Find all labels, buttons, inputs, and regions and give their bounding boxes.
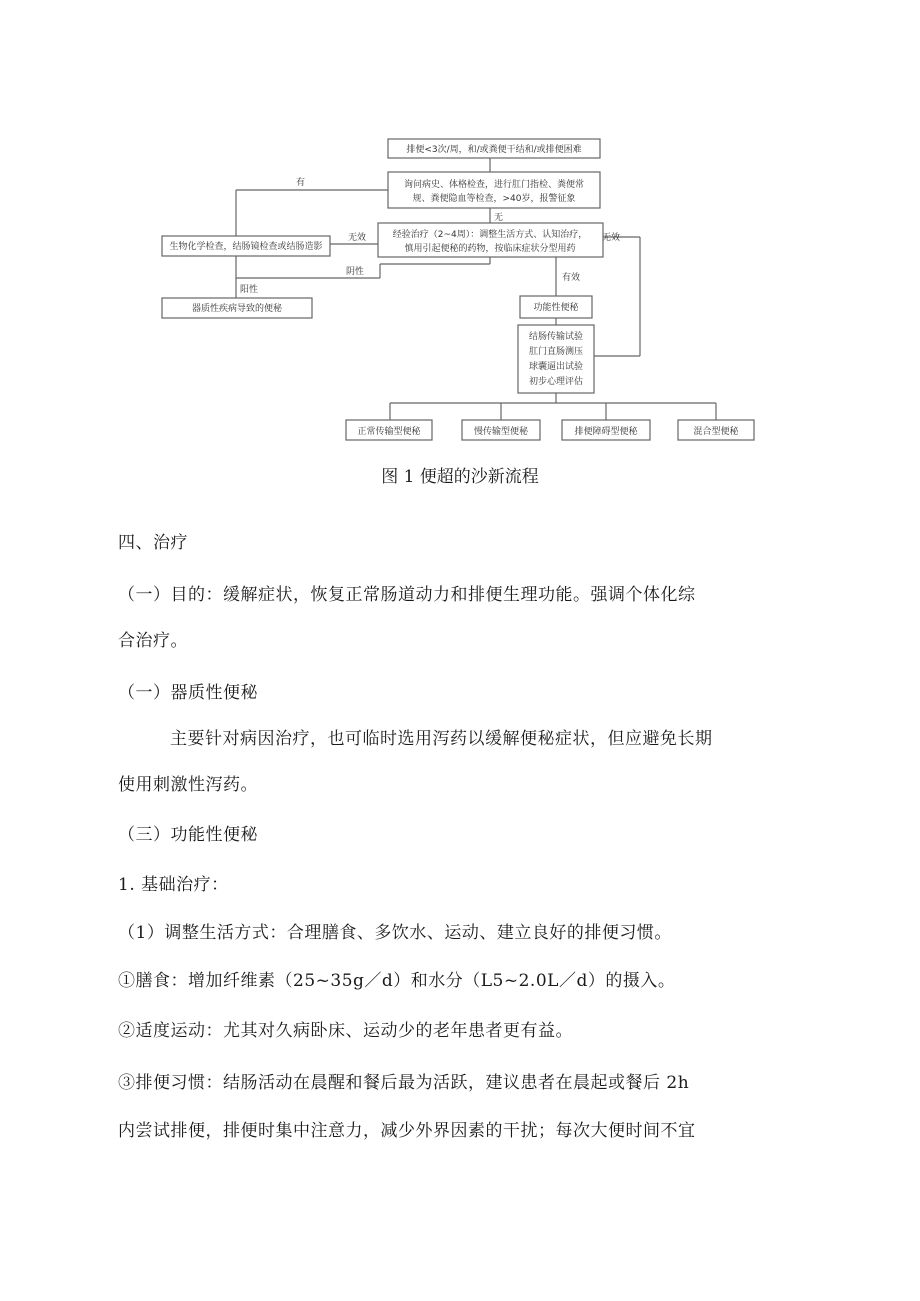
node-functional: 功能性便秘 — [533, 303, 579, 313]
node-start: 排便<3次/周，和/或粪便干结和/或排便困难 — [406, 145, 582, 155]
node-history-line2: 规、粪便隐血等检查，>40岁，报警征象 — [412, 194, 576, 204]
paragraph-organic-line1: 主要针对病因治疗，也可临时选用泻药以缓解便秘症状，但应避免长期 — [170, 729, 713, 749]
label-positive: 阳性 — [240, 285, 259, 295]
label-effective: 有效 — [562, 273, 581, 283]
node-biochem: 生物化学检查，结肠镜检查或结肠造影 — [169, 242, 323, 252]
paragraph-lifestyle: （1）调整生活方式：合理膳食、多饮水、运动、建立良好的排便习惯。 — [118, 923, 672, 943]
node-empirical-line2: 慎用引起便秘的药物，按临床症状分型用药 — [404, 244, 576, 254]
node-type2: 慢传输型便秘 — [473, 427, 529, 437]
label-negative: 阴性 — [346, 267, 365, 277]
paragraph-diet: ①膳食：增加纤维素（25~35g／d）和水分（L5~2.0L／d）的摄入。 — [118, 971, 676, 991]
node-type4: 混合型便秘 — [693, 427, 739, 437]
paragraph-habit-line2: 内尝试排便，排便时集中注意力，减少外界因素的干扰；每次大便时间不宜 — [118, 1121, 696, 1141]
label-yes: 有 — [296, 178, 306, 188]
node-test4: 初步心理评估 — [528, 377, 584, 387]
label-ineffective-left: 无效 — [348, 233, 367, 243]
node-history-line1: 询问病史、体格检查，进行肛门指检、粪便常 — [403, 180, 585, 190]
node-test2: 肛门直肠测压 — [528, 347, 584, 357]
constipation-diagnosis-flowchart — [0, 0, 920, 460]
node-empirical-line1: 经验治疗（2~4周）：调整生活方式、认知治疗， — [392, 230, 588, 240]
paragraph-goal-line2: 合治疗。 — [118, 631, 188, 651]
subheading-organic: （一）器质性便秘 — [118, 683, 258, 703]
subheading-basic-treatment: 1. 基础治疗： — [118, 875, 229, 895]
label-ineffective-right: 无效 — [602, 233, 621, 243]
node-type1: 正常传输型便秘 — [357, 427, 421, 437]
paragraph-organic-line2: 使用刺激性泻药。 — [118, 775, 258, 795]
paragraph-goal-line1: （一）目的：缓解症状，恢复正常肠道动力和排便生理功能。强调个体化综 — [118, 585, 696, 605]
paragraph-habit-line1: ③排便习惯：结肠活动在晨醒和餐后最为活跃，建议患者在晨起或餐后 2h — [118, 1073, 690, 1093]
node-test3: 球囊逼出试验 — [528, 362, 584, 372]
node-type3: 排便障碍型便秘 — [574, 427, 638, 437]
figure-caption: 图 1 便超的沙新流程 — [381, 467, 539, 487]
subheading-functional: （三）功能性便秘 — [118, 825, 258, 845]
section-heading-treatment: 四、治疗 — [118, 533, 188, 553]
node-organic: 器质性疾病导致的便秘 — [191, 304, 283, 314]
node-test1: 结肠传输试验 — [528, 332, 584, 342]
paragraph-exercise: ②适度运动：尤其对久病卧床、运动少的老年患者更有益。 — [118, 1021, 573, 1041]
label-no: 无 — [494, 213, 504, 223]
